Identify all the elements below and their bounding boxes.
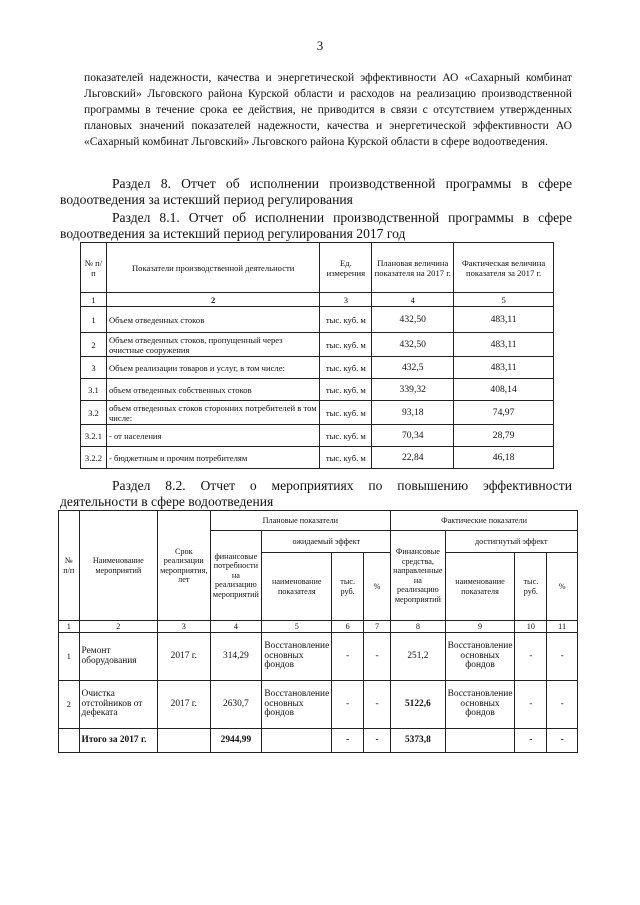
row-num: 3.2.1 [81, 425, 107, 447]
total-actual-finance: 5373,8 [391, 729, 445, 753]
table-row [59, 681, 578, 729]
colnum: 11 [547, 621, 578, 633]
row-planned: 432,5 [372, 357, 454, 379]
total-row [59, 729, 578, 753]
row-pct: - [364, 633, 391, 681]
row-planned: 70,34 [372, 425, 454, 447]
row-planned: 339,32 [372, 379, 454, 401]
header-achieved-effect: достигнутый эффект [445, 531, 577, 553]
row-name: объем отведенных стоков сторонних потребителей в том числе: [106, 401, 319, 425]
row-actual: 74,97 [454, 401, 554, 425]
row-ach-effect: Восстановление основных фондов [445, 633, 515, 681]
row-actual-finance: 5122,6 [391, 681, 445, 729]
row-unit: тыс. куб. м [320, 401, 372, 425]
colnum: 9 [445, 621, 515, 633]
row-name: Очистка отстойников от дефеката [79, 681, 158, 729]
row-actual-finance: 251,2 [391, 633, 445, 681]
row-planned: 93,18 [372, 401, 454, 425]
colnum: 1 [59, 621, 80, 633]
row-unit: тыс. куб. м [320, 425, 372, 447]
row-name: Объем отведенных стоков [106, 307, 319, 333]
row-effect: Восстановление основных фондов [262, 681, 332, 729]
row-num: 1 [81, 307, 107, 333]
efficiency-measures-table [58, 510, 578, 753]
header-period: Срок реализации мероприятия, лет [158, 511, 210, 621]
row-unit: тыс. куб. м [320, 357, 372, 379]
intro-paragraph: показателей надежности, качества и энергетической эффективности АО «Сахарный комбинат Льговский» Льговского района Курской области и расходов на реализацию производственной программы в течение срока ее действия, не приводится в связи с отсутствием утвержденных плановых значений показателей надежности, качества и энергетической эффективности АО «Сахарный комбинат Льговский» Льговского района Курской области в сфере водоотведения. [84, 71, 572, 148]
table-row [81, 447, 554, 469]
row-actual: 483,11 [454, 333, 554, 357]
colnum: 8 [391, 621, 445, 633]
table-row [81, 379, 554, 401]
row-num: 1 [59, 633, 80, 681]
section-8-2-heading: Раздел 8.2. Отчет о мероприятиях по повышению эффективности деятельности в сфере водоотведения [60, 478, 572, 509]
row-actual: 408,14 [454, 379, 554, 401]
total-plan-finance: 2944,99 [210, 729, 262, 753]
table-row [59, 633, 578, 681]
row-ach-rub: - [515, 633, 547, 681]
row-name: Объем реализации товаров и услуг, в том числе: [106, 357, 319, 379]
table-row [81, 307, 554, 333]
row-num: 3.2.2 [81, 447, 107, 469]
colnum: 2 [79, 621, 158, 633]
colnum: 7 [364, 621, 391, 633]
header-num: № п/п [59, 511, 80, 621]
header-percent: % [364, 553, 391, 621]
total-pct: - [364, 729, 391, 753]
colnum: 4 [210, 621, 262, 633]
header-unit: Ед. измерения [320, 243, 372, 293]
header-ach-name: наименование показателя [445, 553, 515, 621]
header-planned: Плановая величина показателя на 2017 г. [372, 243, 454, 293]
row-actual: 46,18 [454, 447, 554, 469]
colnum: 4 [372, 293, 454, 307]
row-unit: тыс. куб. м [320, 333, 372, 357]
header-name: Наименование мероприятий [79, 511, 158, 621]
total-ach-pct: - [547, 729, 578, 753]
colnum: 3 [158, 621, 210, 633]
colnum: 5 [262, 621, 332, 633]
row-planned: 432,50 [372, 307, 454, 333]
row-rub: - [332, 681, 364, 729]
row-num: 3.1 [81, 379, 107, 401]
header-expected-effect: ожидаемый эффект [262, 531, 391, 553]
production-program-table [80, 242, 554, 469]
row-unit: тыс. куб. м [320, 447, 372, 469]
header-ach-rub: тыс. руб. [515, 553, 547, 621]
row-plan-finance: 2630,7 [210, 681, 262, 729]
colnum: 1 [81, 293, 107, 307]
row-num: 3.2 [81, 401, 107, 425]
row-period: 2017 г. [158, 681, 210, 729]
header-actual-finance: Финансовые средства, направленные на реализацию мероприятий [391, 531, 445, 621]
header-indicator: Показатели производственной деятельности [106, 243, 319, 293]
row-unit: тыс. куб. м [320, 307, 372, 333]
row-period: 2017 г. [158, 633, 210, 681]
header-ach-percent: % [547, 553, 578, 621]
header-actual: Фактическая величина показателя за 2017 г. [454, 243, 554, 293]
colnum: 5 [454, 293, 554, 307]
row-num: 2 [81, 333, 107, 357]
section-8-1-heading: Раздел 8.1. Отчет об исполнении производственной программы в сфере водоотведения за истекший период регулирования 2017 год [60, 210, 572, 241]
row-name: Объем отведенных стоков, пропущенный через очистные сооружения [106, 333, 319, 357]
row-ach-effect: Восстановление основных фондов [445, 681, 515, 729]
header-effect-name: наименование показателя [262, 553, 332, 621]
table-row [81, 357, 554, 379]
header-planned-group: Плановые показатели [210, 511, 391, 531]
row-planned: 432,50 [372, 333, 454, 357]
row-ach-pct: - [547, 681, 578, 729]
table-row [81, 425, 554, 447]
table-row [81, 333, 554, 357]
row-name: Ремонт оборудования [79, 633, 158, 681]
header-thousand-rub: тыс. руб. [332, 553, 364, 621]
header-num: № п/п [81, 243, 107, 293]
row-num: 3 [81, 357, 107, 379]
total-label: Итого за 2017 г. [79, 729, 158, 753]
total-rub: - [332, 729, 364, 753]
row-num: 2 [59, 681, 80, 729]
colnum: 10 [515, 621, 547, 633]
row-actual: 483,11 [454, 357, 554, 379]
row-name: объем отведенных собственных стоков [106, 379, 319, 401]
header-plan-finance: финансовые потребности на реализацию мероприятий [210, 531, 262, 621]
row-ach-rub: - [515, 681, 547, 729]
row-ach-pct: - [547, 633, 578, 681]
header-actual-group: Фактические показатели [391, 511, 578, 531]
row-unit: тыс. куб. м [320, 379, 372, 401]
colnum: 2 [106, 293, 319, 307]
row-effect: Восстановление основных фондов [262, 633, 332, 681]
row-planned: 22,84 [372, 447, 454, 469]
row-plan-finance: 314,29 [210, 633, 262, 681]
row-rub: - [332, 633, 364, 681]
row-actual: 28,79 [454, 425, 554, 447]
row-actual: 483,11 [454, 307, 554, 333]
page-number: 3 [316, 38, 324, 53]
row-pct: - [364, 681, 391, 729]
row-name: - бюджетным и прочим потребителям [106, 447, 319, 469]
total-ach-rub: - [515, 729, 547, 753]
row-name: - от населения [106, 425, 319, 447]
colnum: 3 [320, 293, 372, 307]
colnum: 6 [332, 621, 364, 633]
table-row [81, 401, 554, 425]
section-8-heading: Раздел 8. Отчет об исполнении производственной программы в сфере водоотведения за истекший период регулирования [60, 176, 572, 207]
